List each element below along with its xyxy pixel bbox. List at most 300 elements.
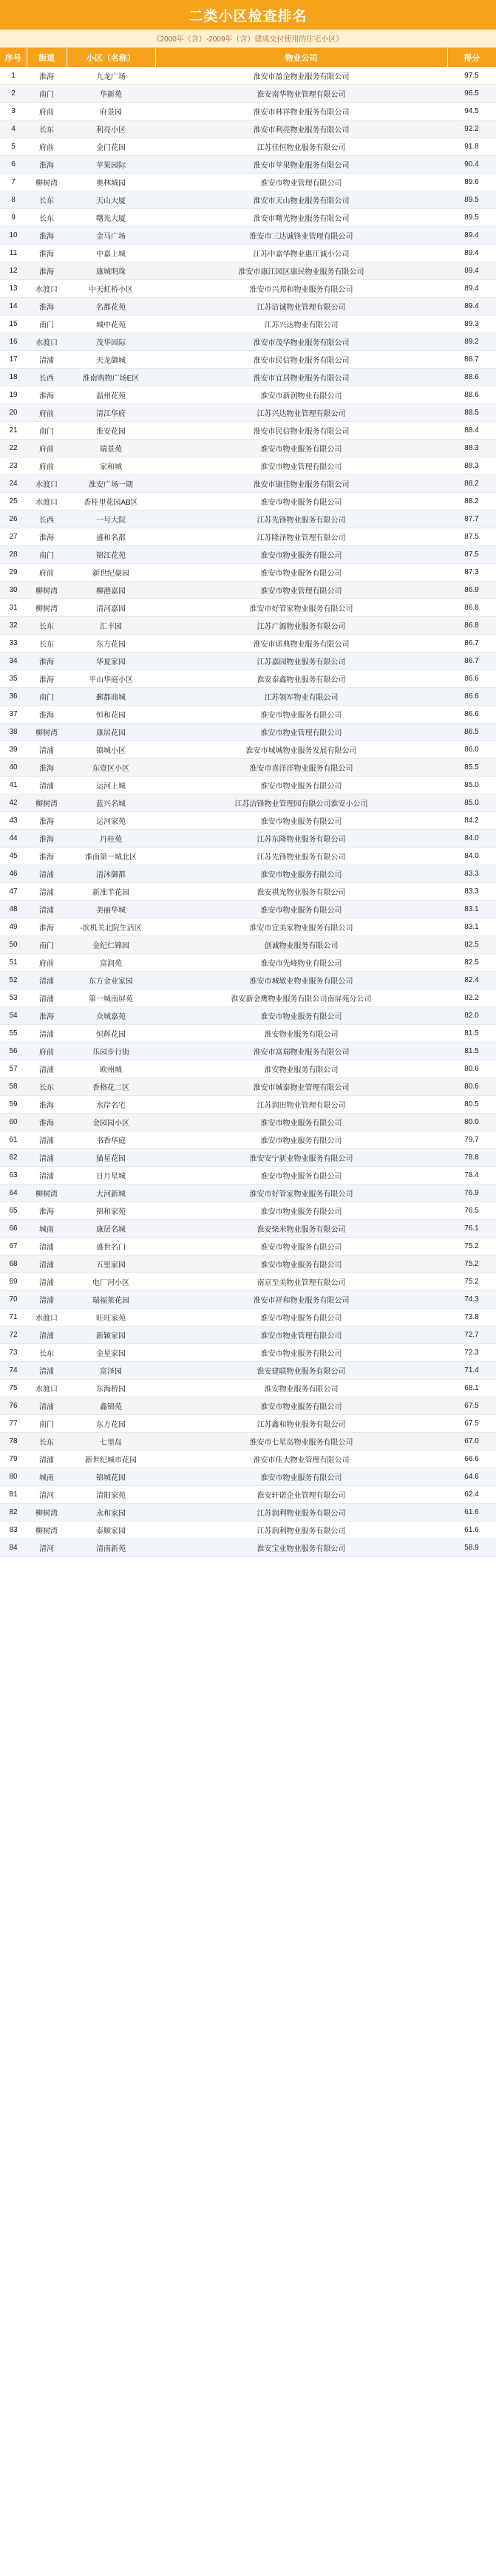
cell-score: 86.5 [447, 723, 496, 741]
cell-score: 88.6 [447, 386, 496, 404]
cell-score: 88.7 [447, 351, 496, 369]
cell-rank: 68 [0, 1255, 27, 1273]
cell-score: 89.6 [447, 174, 496, 191]
cell-community: 利亮小区 [67, 120, 155, 138]
cell-community: 奥林城园 [67, 174, 155, 191]
cell-community: 第一城南屏苑 [67, 989, 155, 1007]
cell-rank: 29 [0, 564, 27, 582]
table-row [0, 617, 496, 635]
cell-community: 美丽华城 [67, 901, 155, 919]
table-row [0, 191, 496, 209]
cell-community: 富润苑 [67, 954, 155, 972]
cell-company: 淮安市富瑞物业服务有限公司 [155, 1043, 447, 1060]
cell-community: 五里家园 [67, 1255, 155, 1273]
cell-rank: 33 [0, 635, 27, 652]
cell-community: 柳港嘉园 [67, 582, 155, 599]
cell-street: 清浦 [27, 1291, 67, 1309]
cell-company: 淮安市佳大物业管理有限公司 [155, 1451, 447, 1468]
table-row [0, 777, 496, 794]
cell-company: 淮安市康佳物业服务有限公司 [155, 475, 447, 493]
table-row [0, 1255, 496, 1273]
cell-community: 欧州城 [67, 1060, 155, 1078]
table-row [0, 1167, 496, 1185]
cell-community: 华新苑 [67, 85, 155, 103]
cell-rank: 28 [0, 546, 27, 564]
cell-company: 淮安市物业服务有限公司 [155, 901, 447, 919]
table-row [0, 1025, 496, 1043]
table-row [0, 245, 496, 262]
cell-score: 87.3 [447, 564, 496, 582]
cell-rank: 59 [0, 1096, 27, 1114]
cell-community: 府景园 [67, 103, 155, 120]
cell-street: 府前 [27, 103, 67, 120]
cell-company: 淮安市茂华物业服务有限公司 [155, 333, 447, 351]
column-header-rank: 序号 [0, 48, 27, 67]
cell-community: 东方金业家园 [67, 972, 155, 989]
cell-rank: 15 [0, 316, 27, 333]
cell-street: 清浦 [27, 1167, 67, 1185]
table-row [0, 1380, 496, 1397]
cell-community: 恒和花园 [67, 706, 155, 723]
cell-community: 曙光大厦 [67, 209, 155, 227]
cell-score: 86.9 [447, 582, 496, 599]
cell-company: 淮安市利亮物业服务有限公司 [155, 120, 447, 138]
cell-company: 淮安市城城物业服务发展有限公司 [155, 741, 447, 759]
cell-company: 淮安市物业服务有限公司 [155, 546, 447, 564]
cell-community: 汇丰园 [67, 617, 155, 635]
cell-street: 清河 [27, 1486, 67, 1504]
cell-score: 86.8 [447, 599, 496, 617]
cell-community: 城中花苑 [67, 316, 155, 333]
cell-score: 68.1 [447, 1380, 496, 1397]
cell-community: 运河上城 [67, 777, 155, 794]
cell-rank: 1 [0, 67, 27, 85]
cell-company: 江苏东隆物业服务有限公司 [155, 830, 447, 848]
cell-company: 江苏领军物业有限公司 [155, 688, 447, 706]
cell-community: 茂华园际 [67, 333, 155, 351]
table-row [0, 298, 496, 316]
table-row [0, 457, 496, 475]
cell-rank: 6 [0, 156, 27, 174]
table-row [0, 546, 496, 564]
cell-score: 80.6 [447, 1078, 496, 1096]
cell-rank: 36 [0, 688, 27, 706]
cell-community: 东海桥园 [67, 1380, 155, 1397]
cell-company: 淮安柴米物业服务有限公司 [155, 1220, 447, 1238]
cell-rank: 82 [0, 1504, 27, 1522]
cell-score: 84.0 [447, 848, 496, 865]
cell-rank: 3 [0, 103, 27, 120]
cell-score: 72.7 [447, 1326, 496, 1344]
cell-street: 淮海 [27, 1096, 67, 1114]
cell-score: 89.4 [447, 280, 496, 298]
table-row [0, 174, 496, 191]
cell-community: 瑞福莱花园 [67, 1291, 155, 1309]
cell-rank: 31 [0, 599, 27, 617]
cell-company: 淮安市物业服务有限公司 [155, 1007, 447, 1025]
cell-street: 清浦 [27, 1273, 67, 1291]
cell-score: 86.6 [447, 688, 496, 706]
cell-company: 淮安市曙光物业服务有限公司 [155, 209, 447, 227]
cell-score: 89.5 [447, 209, 496, 227]
cell-company: 淮安物业服务有限公司 [155, 1060, 447, 1078]
cell-score: 82.5 [447, 954, 496, 972]
cell-score: 83.1 [447, 919, 496, 936]
cell-street: 清浦 [27, 351, 67, 369]
cell-score: 97.5 [447, 67, 496, 85]
cell-community: 中天虹桥小区 [67, 280, 155, 298]
cell-rank: 35 [0, 670, 27, 688]
cell-company: 创诚物业服务有限公司 [155, 936, 447, 954]
cell-score: 76.5 [447, 1202, 496, 1220]
table-row [0, 652, 496, 670]
cell-score: 71.4 [447, 1362, 496, 1380]
cell-rank: 32 [0, 617, 27, 635]
cell-community: 旺旺家苑 [67, 1309, 155, 1326]
cell-score: 75.2 [447, 1238, 496, 1255]
cell-rank: 53 [0, 989, 27, 1007]
table-row [0, 120, 496, 138]
cell-rank: 38 [0, 723, 27, 741]
cell-street: 南门 [27, 936, 67, 954]
cell-company: 淮安市城泰物业管理有限公司 [155, 1078, 447, 1096]
cell-community: 金纪仁锦园 [67, 936, 155, 954]
cell-community: 瑞景苑 [67, 440, 155, 457]
cell-rank: 27 [0, 528, 27, 546]
cell-company: 淮安市三达诚锋业管理有限公司 [155, 227, 447, 245]
cell-company: 淮安市诺典物业服务有限公司 [155, 635, 447, 652]
cell-street: 柳树湾 [27, 1185, 67, 1202]
table-row [0, 954, 496, 972]
cell-score: 87.5 [447, 528, 496, 546]
cell-street: 淮海 [27, 759, 67, 777]
cell-rank: 57 [0, 1060, 27, 1078]
cell-rank: 40 [0, 759, 27, 777]
cell-company: 淮安物业服务有限公司 [155, 1025, 447, 1043]
cell-rank: 12 [0, 262, 27, 280]
column-header-street: 街道 [27, 48, 67, 67]
cell-score: 85.0 [447, 777, 496, 794]
table-row [0, 1202, 496, 1220]
cell-rank: 64 [0, 1185, 27, 1202]
cell-community: 众城嘉苑 [67, 1007, 155, 1025]
cell-community: 苹果园际 [67, 156, 155, 174]
table-row [0, 440, 496, 457]
cell-score: 74.3 [447, 1291, 496, 1309]
table-row [0, 227, 496, 245]
cell-score: 61.6 [447, 1504, 496, 1522]
table-row [0, 670, 496, 688]
cell-street: 南门 [27, 1415, 67, 1433]
table-row [0, 936, 496, 954]
cell-company: 江苏鑫和物业服务有限公司 [155, 1415, 447, 1433]
column-header-community: 小区（名称） [67, 48, 155, 67]
cell-company: 淮安市物业服务有限公司 [155, 1167, 447, 1185]
cell-street: 府前 [27, 564, 67, 582]
cell-rank: 44 [0, 830, 27, 848]
cell-rank: 4 [0, 120, 27, 138]
cell-street: 城南 [27, 1468, 67, 1486]
cell-community: 锦江花苑 [67, 546, 155, 564]
cell-rank: 50 [0, 936, 27, 954]
cell-rank: 30 [0, 582, 27, 599]
cell-rank: 80 [0, 1468, 27, 1486]
cell-company: 淮安市民信物业服务有限公司 [155, 422, 447, 440]
cell-rank: 23 [0, 457, 27, 475]
table-row [0, 972, 496, 989]
cell-company: 江苏润利物业服务有限公司 [155, 1504, 447, 1522]
cell-community: 永和家园 [67, 1504, 155, 1522]
cell-rank: 60 [0, 1114, 27, 1131]
cell-rank: 42 [0, 794, 27, 812]
table-row [0, 85, 496, 103]
table-row [0, 1060, 496, 1078]
cell-rank: 70 [0, 1291, 27, 1309]
cell-score: 75.2 [447, 1273, 496, 1291]
cell-company: 淮安市物业服务有限公司 [155, 1238, 447, 1255]
cell-street: 南门 [27, 316, 67, 333]
cell-community: 香桂里花园AB区 [67, 493, 155, 511]
cell-rank: 16 [0, 333, 27, 351]
cell-community: 家和城 [67, 457, 155, 475]
cell-street: 清浦 [27, 1149, 67, 1167]
cell-company: 淮安市先峰物业有限公司 [155, 954, 447, 972]
cell-score: 62.4 [447, 1486, 496, 1504]
cell-street: 长东 [27, 635, 67, 652]
cell-street: 长东 [27, 120, 67, 138]
cell-company: 淮安市物业服务有限公司 [155, 865, 447, 883]
cell-rank: 66 [0, 1220, 27, 1238]
cell-community: 天山大厦 [67, 191, 155, 209]
cell-rank: 74 [0, 1362, 27, 1380]
cell-community: 金星家园 [67, 1344, 155, 1362]
cell-score: 78.8 [447, 1149, 496, 1167]
table-row [0, 564, 496, 582]
table-row [0, 812, 496, 830]
cell-community: 金马广场 [67, 227, 155, 245]
cell-company: 淮安市物业管理有限公司 [155, 174, 447, 191]
cell-street: 淮海 [27, 848, 67, 865]
cell-community: 清河嘉园 [67, 599, 155, 617]
cell-score: 86.7 [447, 635, 496, 652]
cell-company: 淮安市物业管理有限公司 [155, 723, 447, 741]
cell-score: 81.5 [447, 1025, 496, 1043]
cell-company: 淮安市兴邦和物业服务有限公司 [155, 280, 447, 298]
cell-company: 淮安市康江园区康民物业服务有限公司 [155, 262, 447, 280]
cell-company: 淮安市喜洋洋物业服务有限公司 [155, 759, 447, 777]
cell-rank: 48 [0, 901, 27, 919]
cell-score: 76.9 [447, 1185, 496, 1202]
cell-company: 淮安市物业服务有限公司 [155, 1309, 447, 1326]
cell-street: 清浦 [27, 1326, 67, 1344]
table-row [0, 1539, 496, 1557]
cell-street: 长东 [27, 191, 67, 209]
cell-company: 淮安安宁新业物业服务有限公司 [155, 1149, 447, 1167]
cell-community: 金园园小区 [67, 1114, 155, 1131]
cell-rank: 77 [0, 1415, 27, 1433]
cell-score: 67.5 [447, 1397, 496, 1415]
cell-rank: 45 [0, 848, 27, 865]
cell-street: 淮海 [27, 919, 67, 936]
cell-company: 江苏先锋物业服务有限公司 [155, 511, 447, 528]
cell-score: 88.2 [447, 475, 496, 493]
cell-score: 61.6 [447, 1522, 496, 1539]
page-title: 二类小区检查排名 [0, 0, 496, 30]
cell-company: 淮安南华物业管理有限公司 [155, 85, 447, 103]
cell-community: 中嘉上城 [67, 245, 155, 262]
cell-company: 淮安市好管家物业服务有限公司 [155, 599, 447, 617]
cell-community: 蓝兴名城 [67, 794, 155, 812]
page-subtitle: 《2000年（含）-2009年（含）建成交付使用的住宅小区》 [0, 30, 496, 48]
cell-company: 淮安市物业服务有限公司 [155, 1255, 447, 1273]
cell-score: 86.6 [447, 706, 496, 723]
cell-score: 86.6 [447, 670, 496, 688]
table-row [0, 1114, 496, 1131]
table-row [0, 1131, 496, 1149]
cell-street: 府前 [27, 1043, 67, 1060]
table-row [0, 1149, 496, 1167]
cell-community: 东方花园 [67, 635, 155, 652]
cell-company: 淮安物业服务有限公司 [155, 1380, 447, 1397]
cell-score: 86.7 [447, 652, 496, 670]
cell-company: 淮安市新润物业有限公司 [155, 386, 447, 404]
cell-community: 康居名城 [67, 1220, 155, 1238]
cell-street: 南门 [27, 546, 67, 564]
table-row [0, 759, 496, 777]
cell-community: 淮南第一城北区 [67, 848, 155, 865]
cell-company: 淮安市物业服务有限公司 [155, 440, 447, 457]
cell-street: 长西 [27, 369, 67, 386]
cell-company: 淮安市盈金物业服务有限公司 [155, 67, 447, 85]
column-header-score: 得分 [447, 48, 496, 67]
cell-rank: 49 [0, 919, 27, 936]
cell-street: 清浦 [27, 1362, 67, 1380]
cell-community: 清阳家苑 [67, 1486, 155, 1504]
cell-community: 镇城小区 [67, 741, 155, 759]
cell-score: 66.6 [447, 1451, 496, 1468]
cell-street: 清浦 [27, 883, 67, 901]
table-row [0, 386, 496, 404]
table-row [0, 156, 496, 174]
cell-community: 乐园步行街 [67, 1043, 155, 1060]
cell-company: 淮安市宜居物业服务有限公司 [155, 369, 447, 386]
table-row [0, 1451, 496, 1468]
cell-company: 江苏嘉园物业服务有限公司 [155, 652, 447, 670]
cell-score: 83.3 [447, 883, 496, 901]
cell-score: 92.2 [447, 120, 496, 138]
cell-community: 郵都商城 [67, 688, 155, 706]
cell-community: 平山华庭小区 [67, 670, 155, 688]
cell-rank: 67 [0, 1238, 27, 1255]
cell-company: 淮安市物业管理有限公司 [155, 1326, 447, 1344]
cell-company: 南京至美物业管理有限公司 [155, 1273, 447, 1291]
table-row [0, 280, 496, 298]
cell-rank: 14 [0, 298, 27, 316]
cell-score: 88.3 [447, 457, 496, 475]
cell-community: 日月星城 [67, 1167, 155, 1185]
cell-company: 江苏佳恒物业服务有限公司 [155, 138, 447, 156]
cell-score: 82.5 [447, 936, 496, 954]
cell-street: 淮海 [27, 262, 67, 280]
table-row [0, 688, 496, 706]
cell-rank: 75 [0, 1380, 27, 1397]
cell-community: 清南新苑 [67, 1539, 155, 1557]
cell-street: 柳树湾 [27, 1522, 67, 1539]
cell-company: 淮安市物业服务有限公司 [155, 493, 447, 511]
cell-score: 96.5 [447, 85, 496, 103]
cell-community: 康城明珠 [67, 262, 155, 280]
cell-community: 天龙御城 [67, 351, 155, 369]
cell-score: 84.0 [447, 830, 496, 848]
cell-score: 89.4 [447, 227, 496, 245]
cell-rank: 25 [0, 493, 27, 511]
cell-company: 江苏兴达物业管理有限公司 [155, 404, 447, 422]
cell-score: 80.6 [447, 1060, 496, 1078]
cell-company: 淮安市物业服务有限公司 [155, 1397, 447, 1415]
table-row [0, 511, 496, 528]
cell-company: 淮安市物业服务有限公司 [155, 777, 447, 794]
cell-score: 72.3 [447, 1344, 496, 1362]
cell-score: 86.0 [447, 741, 496, 759]
cell-company: 淮安市天山物业服务有限公司 [155, 191, 447, 209]
table-row [0, 794, 496, 812]
table-row [0, 1415, 496, 1433]
cell-street: 清浦 [27, 1238, 67, 1255]
cell-score: 90.4 [447, 156, 496, 174]
cell-street: 南门 [27, 85, 67, 103]
cell-company: 淮安市好管家物业服务有限公司 [155, 1185, 447, 1202]
cell-street: 淮海 [27, 386, 67, 404]
cell-rank: 41 [0, 777, 27, 794]
cell-score: 81.5 [447, 1043, 496, 1060]
cell-score: 89.4 [447, 245, 496, 262]
cell-community: 锦城花园 [67, 1468, 155, 1486]
table-row [0, 1468, 496, 1486]
cell-rank: 62 [0, 1149, 27, 1167]
cell-rank: 2 [0, 85, 27, 103]
cell-rank: 61 [0, 1131, 27, 1149]
cell-community: 新颖家园 [67, 1326, 155, 1344]
cell-rank: 8 [0, 191, 27, 209]
table-row [0, 1433, 496, 1451]
cell-community: 水岸名宅 [67, 1096, 155, 1114]
cell-company: 淮安市物业管理有限公司 [155, 457, 447, 475]
cell-rank: 78 [0, 1433, 27, 1451]
cell-community: 盛世名门 [67, 1238, 155, 1255]
cell-street: 清浦 [27, 1255, 67, 1273]
cell-score: 83.1 [447, 901, 496, 919]
cell-score: 64.6 [447, 1468, 496, 1486]
cell-rank: 21 [0, 422, 27, 440]
table-row [0, 883, 496, 901]
cell-community: 一号大院 [67, 511, 155, 528]
cell-street: 府前 [27, 954, 67, 972]
cell-community: 东壹区小区 [67, 759, 155, 777]
cell-rank: 56 [0, 1043, 27, 1060]
cell-rank: 17 [0, 351, 27, 369]
cell-street: 淮海 [27, 245, 67, 262]
table-row [0, 1291, 496, 1309]
cell-score: 89.5 [447, 191, 496, 209]
cell-company: 淮安市物业服务有限公司 [155, 1468, 447, 1486]
cell-community: 淮南购物广场E区 [67, 369, 155, 386]
cell-rank: 76 [0, 1397, 27, 1415]
cell-community: 金门花园 [67, 138, 155, 156]
cell-street: 淮海 [27, 1202, 67, 1220]
cell-street: 水渡口 [27, 280, 67, 298]
table-row [0, 493, 496, 511]
table-row [0, 369, 496, 386]
